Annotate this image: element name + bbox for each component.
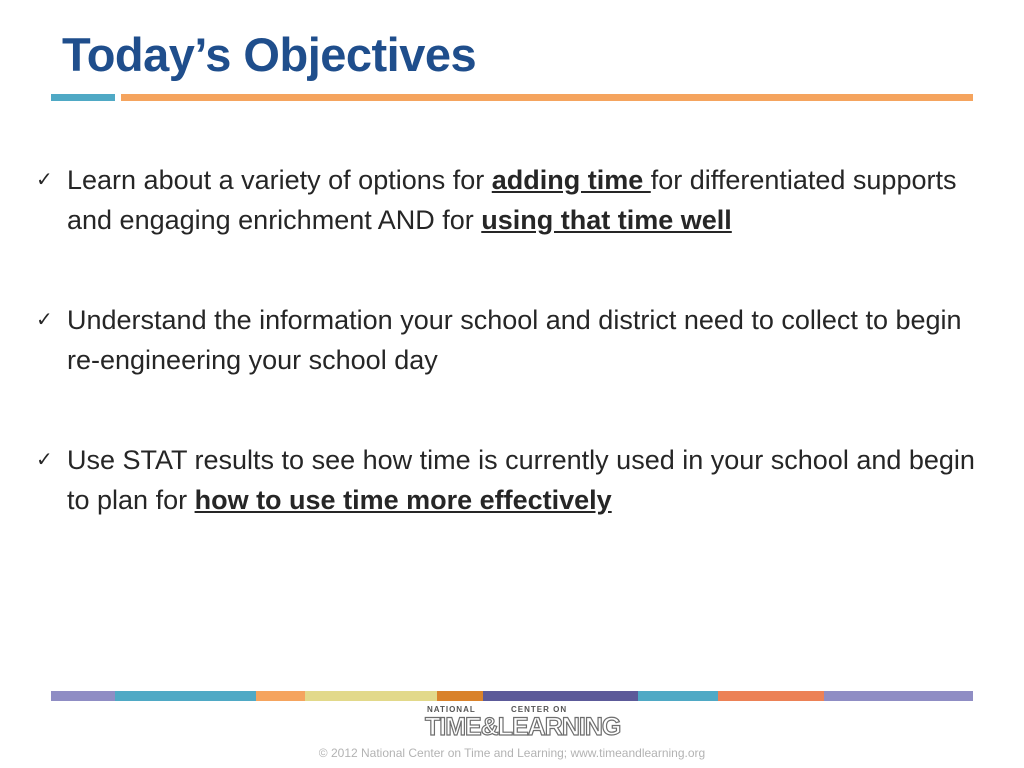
objective-text	[67, 165, 956, 235]
band-segment-orange	[256, 691, 305, 701]
objective-item-3	[36, 440, 986, 520]
band-segment-lavender-2	[824, 691, 973, 701]
slide-title: Today’s Objectives	[62, 28, 477, 81]
band-segment-teal-2	[638, 691, 718, 701]
objective-item-1	[36, 160, 986, 240]
band-segment-teal	[115, 691, 256, 701]
objective-text	[67, 445, 975, 515]
objectives-list	[36, 160, 986, 580]
band-segment-lavender	[51, 691, 115, 701]
objective-emphasis: using that time well	[481, 205, 732, 235]
footer-copyright: © 2012 National Center on Time and Learning; www.timeandlearning.org	[318, 746, 706, 760]
band-segment-coral	[718, 691, 824, 701]
objective-text-part: Learn about a variety of options for	[67, 165, 492, 195]
objective-emphasis: adding time	[491, 165, 651, 195]
logo-wordmark: TIME&LEARNING	[425, 713, 621, 741]
footer-color-band	[51, 691, 973, 701]
title-rule-orange	[121, 94, 973, 101]
objective-text-part: for differentiated supports and engaging enrichment AND for	[67, 165, 957, 235]
band-segment-dark-orange	[437, 691, 483, 701]
objective-text: Understand the information your school and district need to collect to begin re-engineering your school day	[67, 305, 962, 375]
objective-item-2	[36, 300, 986, 380]
title-rule-teal	[51, 94, 115, 101]
checkmark-icon: ✓	[36, 309, 53, 331]
logo-line-left: NATIONAL	[427, 705, 476, 714]
objective-text-part: Use STAT results to see how time is currently used in your school and begin to plan for	[67, 445, 975, 515]
checkmark-icon: ✓	[36, 169, 53, 191]
logo-line-right: CENTER ON	[511, 705, 568, 714]
objective-emphasis: how to use time more effectively	[194, 485, 612, 515]
checkmark-icon: ✓	[36, 449, 53, 471]
band-segment-yellow	[305, 691, 437, 701]
ncatl-logo	[425, 705, 621, 743]
band-segment-purple	[483, 691, 638, 701]
